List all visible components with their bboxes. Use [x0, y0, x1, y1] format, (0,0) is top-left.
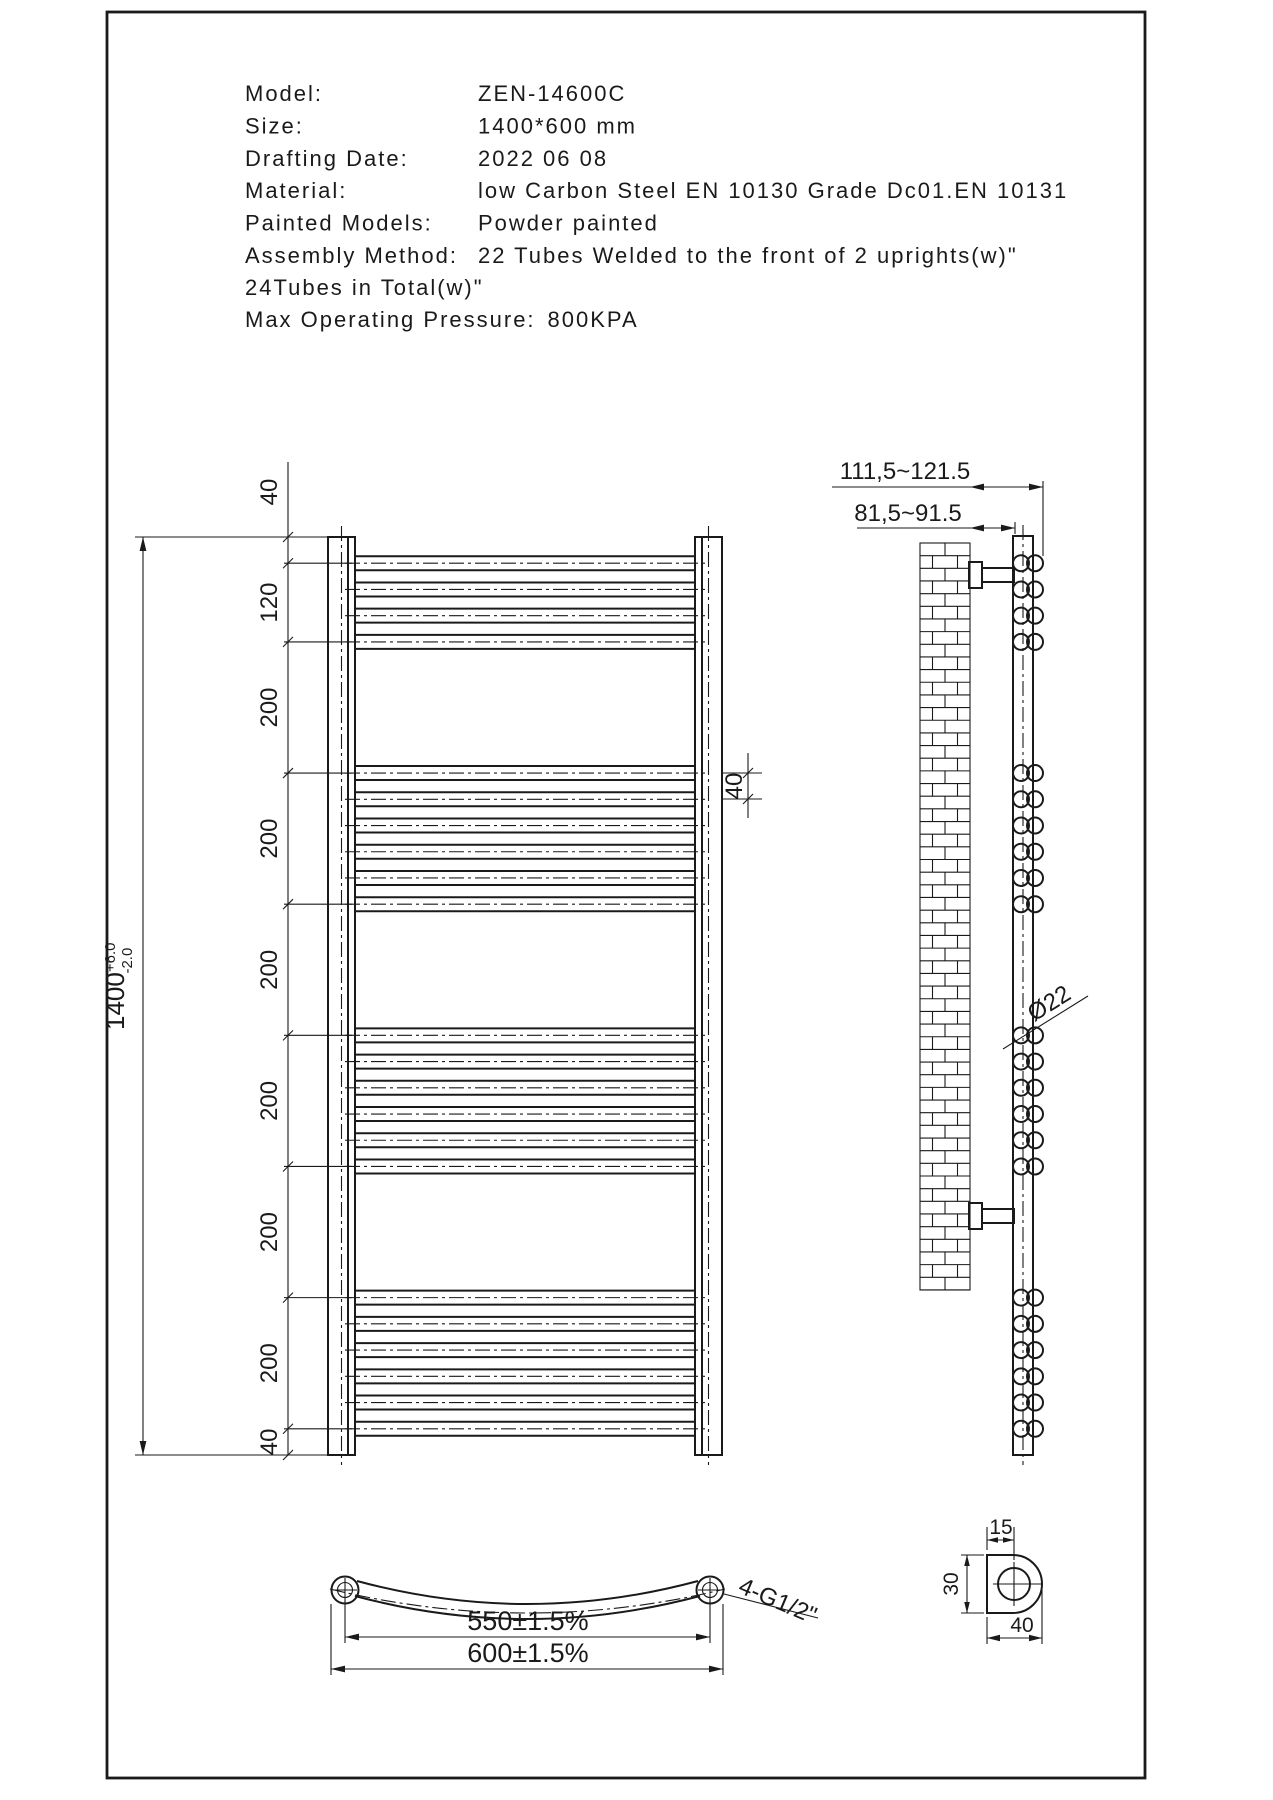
spec-label: Painted Models:	[245, 210, 433, 236]
dim-wall-to-tube-face: 111,5~121.5	[839, 458, 971, 485]
spec-pressure-line: Max Operating Pressure: 800KPA	[245, 307, 639, 332]
chain-dim-label: 200	[256, 949, 283, 990]
dim-wall-to-upright: 81,5~91.5	[854, 500, 962, 527]
chain-dim-label: 40	[256, 1428, 283, 1456]
dim-thread-spec: 4-G1/2"	[734, 1572, 821, 1630]
dim-overall-width: 600±1.5%	[467, 1638, 589, 1668]
chain-dim-label: 200	[256, 1343, 283, 1384]
dim-profile-width: 40	[1010, 1614, 1034, 1637]
spec-label: Material:	[245, 178, 348, 204]
spec-value: Powder painted	[478, 210, 659, 236]
chain-dim-label: 120	[256, 582, 283, 623]
dim-profile-offset: 15	[989, 1516, 1013, 1539]
spec-value: low Carbon Steel EN 10130 Grade Dc01.EN 10131	[478, 178, 1069, 204]
spec-value: 1400*600 mm	[478, 113, 637, 139]
spec-extra-line: 24Tubes in Total(w)"	[245, 275, 484, 300]
dim-tube-pitch: 40	[721, 772, 748, 800]
spec-label: Model:	[245, 81, 324, 106]
dim-pivot-span: 550±1.5%	[467, 1606, 589, 1636]
dim-overall-height: $1400^{+6.0}-2.0$	[100, 942, 136, 1030]
spec-label: Size:	[245, 113, 304, 139]
spec-value: ZEN-14600C	[478, 81, 627, 106]
chain-dim-label: 200	[256, 687, 283, 728]
spec-value: 22 Tubes Welded to the front of 2 uprights(w)"	[478, 243, 1018, 268]
spec-label: Assembly Method:	[245, 243, 458, 268]
chain-dim-label: 200	[256, 1212, 283, 1253]
chain-dim-label: 200	[256, 818, 283, 859]
chain-dim-label: 40	[256, 478, 283, 506]
dim-tube-diameter: Ø22	[1022, 980, 1076, 1028]
spec-label: Drafting Date:	[245, 145, 409, 171]
spec-value: 2022 06 08	[478, 145, 609, 171]
chain-dim-label: 200	[256, 1080, 283, 1121]
dim-profile-height: 30	[940, 1572, 963, 1596]
